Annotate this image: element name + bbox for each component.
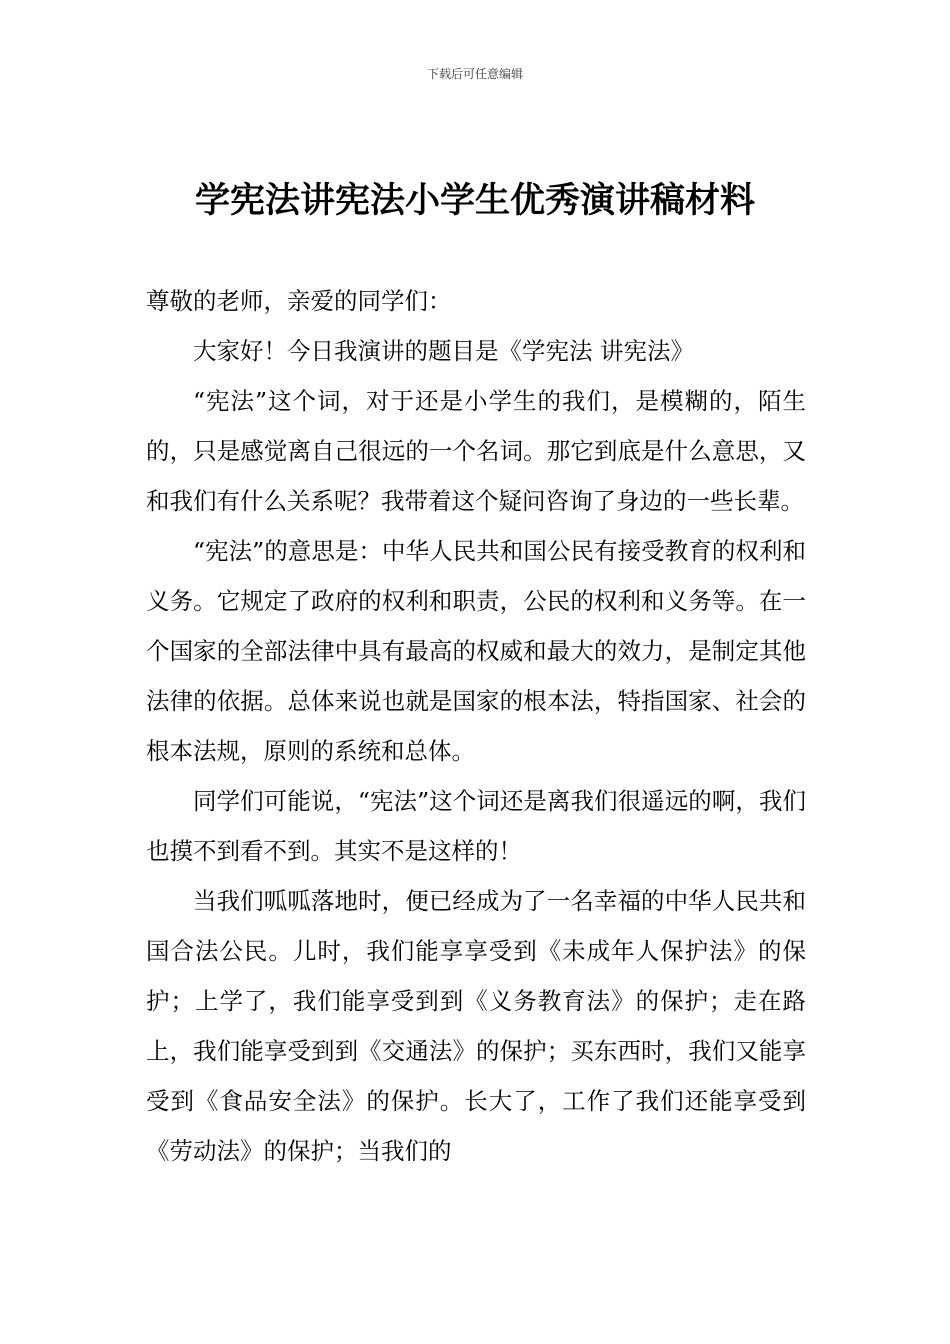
header-note: 下载后可任意编辑 bbox=[426, 67, 523, 81]
document-title: 学宪法讲宪法小学生优秀演讲稿材料 bbox=[194, 180, 755, 221]
greeting-paragraph: 尊敬的老师，亲爱的同学们： bbox=[146, 287, 452, 315]
body-paragraph: “宪法”的意思是：中华人民共和国公民有接受教育的权利和义务。它规定了政府的权利和职责，公民的权利和义务等。在一个国家的全部法律中具有最高的权威和最大的效力，是制定其他法律的依据。总体来说也就是国家的根本法，特指国家、社会的根本法规，原则的系统和总体。 bbox=[146, 537, 806, 765]
body-paragraph: 当我们呱呱落地时，便已经成为了一名幸福的中华人民共和国合法公民。儿时，我们能享享受到《未成年人保护法》的保护；上学了，我们能享受到到《义务教育法》的保护；走在路上，我们能享受到到《交通法》的保护；买东西时，我们又能享受到《食品安全法》的保护。长大了，工作了我们还能享受到《劳动法》的保护；当我们的 bbox=[146, 887, 806, 1165]
body-paragraph: 同学们可能说，“宪法”这个词还是离我们很遥远的啊，我们也摸不到看不到。其实不是这样的！ bbox=[146, 787, 806, 865]
document-body bbox=[146, 276, 806, 1176]
body-paragraph: “宪法”这个词，对于还是小学生的我们，是模糊的，陌生的，只是感觉离自己很远的一个名词。那它到底是什么意思，又和我们有什么关系呢？我带着这个疑问咨询了身边的一些长辈。 bbox=[146, 387, 806, 515]
body-paragraph: 大家好！今日我演讲的题目是《学宪法 讲宪法》 bbox=[193, 337, 694, 365]
